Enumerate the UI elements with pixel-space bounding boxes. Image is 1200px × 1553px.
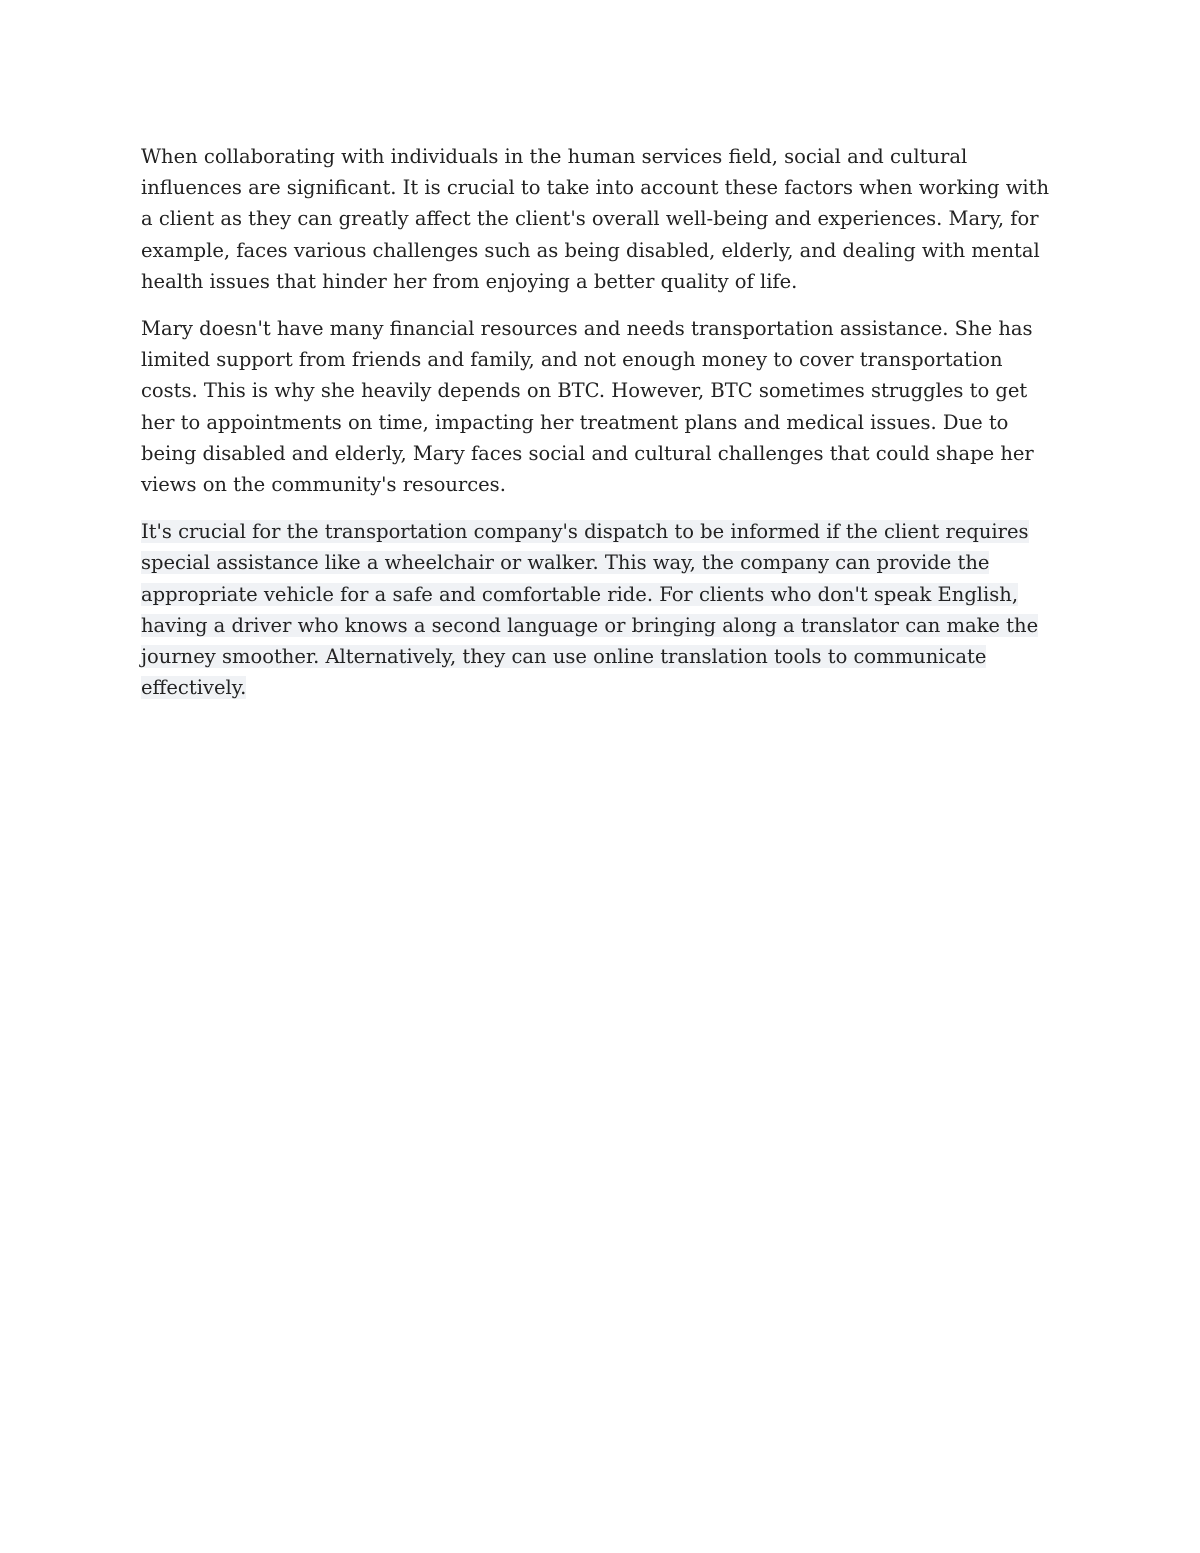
paragraph-2 — [141, 313, 1061, 500]
document-body — [141, 141, 1061, 719]
paragraph-2-text: Mary doesn't have many financial resources and needs transportation assistance. She has limited support from friends and family, and not enough money to cover transportation costs. This is why she heavily depends on BTC. However, BTC sometimes struggles to get her to appointments on time, impacting her treatment plans and medical issues. Due to being disabled and elderly, Mary faces social and cultural challenges that could shape her views on the community's resources. — [141, 317, 1034, 497]
paragraph-3-text-highlighted: It's crucial for the transportation company's dispatch to be informed if the client requires special assistance like a wheelchair or walker. This way, the company can provide the appropriate vehicle for a safe and comfortable ride. For clients who don't speak English, having a driver who knows a second language or bringing along a translator can make the journey smoother. Alternatively, they can use online translation tools to communicate effectively. — [141, 520, 1039, 700]
paragraph-1-text: When collaborating with individuals in the human services field, social and cultural influences are significant. It is crucial to take into account these factors when working with a client as they can greatly affect the client's overall well-being and experiences. Mary, for example, faces various challenges such as being disabled, elderly, and dealing with mental health issues that hinder her from enjoying a better quality of life. — [141, 145, 1050, 293]
paragraph-1 — [141, 141, 1061, 297]
paragraph-3 — [141, 516, 1061, 703]
